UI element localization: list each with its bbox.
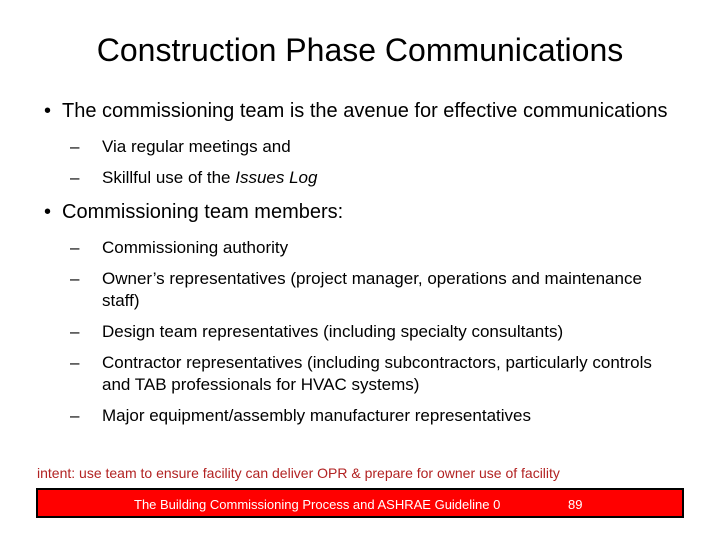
dash-icon: – <box>70 168 80 187</box>
sub-bullet-text: Skillful use of the <box>102 168 236 187</box>
bullet-text: The commissioning team is the avenue for effective communications <box>62 100 668 122</box>
bullet-icon: • <box>44 100 52 122</box>
footer-text: The Building Commissioning Process and ASHRAE Guideline 0 <box>134 497 501 512</box>
bullet-text: Commissioning team members: <box>62 201 344 223</box>
dash-icon: – <box>70 269 80 288</box>
sub-bullet-item <box>62 237 680 259</box>
sub-bullet-text: Major equipment/assembly manufacturer representatives <box>102 406 531 425</box>
dash-icon: – <box>70 322 80 341</box>
sub-bullet-text: Design team representatives (including specialty consultants) <box>102 322 564 341</box>
dash-icon: – <box>70 137 80 156</box>
sub-bullet-text: Via regular meetings and <box>102 137 291 156</box>
dash-icon: – <box>70 238 80 257</box>
bullet-item <box>40 199 680 225</box>
intent-note: intent: use team to ensure facility can deliver OPR & prepare for owner use of facility <box>37 465 560 481</box>
slide-title: Construction Phase Communications <box>96 32 624 68</box>
dash-icon: – <box>70 353 80 372</box>
sub-bullet-item <box>62 321 680 343</box>
sub-bullet-item <box>62 268 680 312</box>
sub-bullet-item <box>62 167 680 189</box>
sub-bullet-text: Commissioning authority <box>102 238 289 257</box>
footer-bar <box>36 488 684 518</box>
sub-bullet-text: Contractor representatives (including subcontractors, particularly controls and TAB professionals for HVAC systems) <box>102 353 652 394</box>
bullet-item <box>40 98 680 124</box>
bullet-icon: • <box>44 201 52 223</box>
sub-bullet-item <box>62 136 680 158</box>
issues-log-term: Issues Log <box>235 168 318 187</box>
bullet-group <box>40 98 680 189</box>
bullet-list <box>40 98 680 437</box>
dash-icon: – <box>70 406 80 425</box>
sub-bullet-item <box>62 405 680 427</box>
sub-bullet-item <box>62 352 680 396</box>
page-number: 89 <box>568 497 583 512</box>
sub-bullet-text: Owner’s representatives (project manager, operations and maintenance staff) <box>102 269 642 310</box>
bullet-group <box>40 199 680 427</box>
